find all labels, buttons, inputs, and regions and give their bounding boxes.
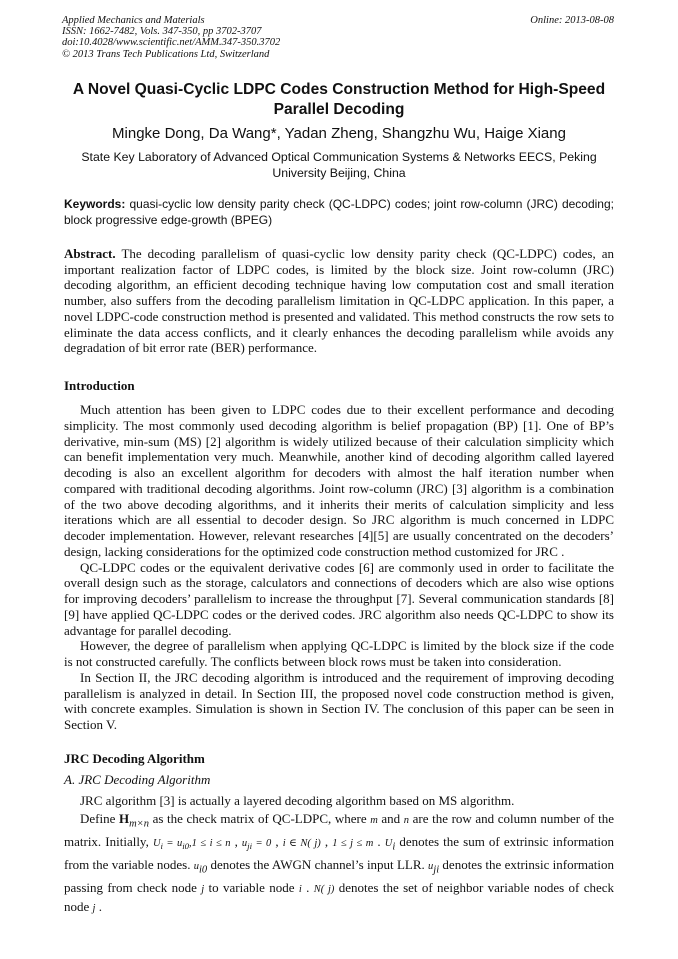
equation: $U_i = u_{i0},1 \le i \le n$ bbox=[152, 837, 231, 851]
equation: 1 ≤ j ≤ m bbox=[332, 837, 374, 849]
journal-header bbox=[62, 15, 280, 60]
affiliation: State Key Laboratory of Advanced Optical Communication Systems & Networks EECS, Peking University Beijing, China bbox=[81, 150, 597, 180]
section-heading-introduction: Introduction bbox=[64, 378, 135, 393]
equation: i ∈ N( j) bbox=[282, 837, 321, 849]
matrix-symbol: H bbox=[118, 810, 130, 826]
paragraph: Much attention has been given to LDPC codes due to their excellent performance and decoding simplicity. The most commonly used decoding algorithm is belief propagation (BP) [1]. One of BP’s derivative, min-sum (MS) [2] algorithm is widely utilized because of their calculation simplicity which can benefit implementation very much. Meanwhile, another kind of decoding algorithm called layered decoding is also an excellent algorithm for decoders with almost the half iteration number when compared with traditional decoding algorithms. Joint row-column (JRC) [3] algorithm is a combination of the two above decoding algorithms, and it inherits their merits of calculation simplicity and less iterations which are all essential to decoder design. So JRC algorithm is much concerned in LDPC decoder implementation. However, relevant researches [4][5] are usually concentrated on the decoders’ design, lacking considerations for the optimized code construction method customized for JRC . bbox=[64, 402, 614, 559]
abstract-text: The decoding parallelism of quasi-cyclic low density parity check (QC-LDPC) codes, an important realization factor of LDPC codes, is limited by the block size. Joint row-column (JRC) decoding algorithm, an efficient decoding technique having low computation cost and small iteration number, also suffers from the decoding parallelism limitation in QC-LDPC application. In this paper, a novel LDPC-code construction method is presented and validated. This method constructs the row sets to eliminate the data access conflicts, and it clearly enhances the decoding parallelism while avoids any degradation of bit error rate (BER) performance. bbox=[64, 246, 615, 356]
keywords-text: quasi-cyclic low density parity check (QC-LDPC) codes; joint row-column (JRC) decoding; block progressive edge-growth (BPEG) bbox=[64, 197, 614, 227]
abstract bbox=[64, 246, 614, 356]
subsection-heading: A. JRC Decoding Algorithm bbox=[64, 772, 211, 787]
journal-name: Applied Mechanics and Materials bbox=[62, 15, 205, 26]
abstract-label: Abstract. bbox=[64, 246, 116, 261]
paper-title: A Novel Quasi-Cyclic LDPC Codes Construction Method for High-Speed Parallel Decoding bbox=[72, 81, 606, 118]
jrc-body bbox=[64, 792, 614, 918]
author-list: Mingke Dong, Da Wang*, Yadan Zheng, Shangzhu Wu, Haige Xiang bbox=[112, 125, 566, 142]
keywords bbox=[64, 197, 614, 228]
equation: $u_{ji} = 0$ bbox=[241, 837, 272, 851]
paragraph: Define $H_{m\times n}$ as the check matrix of QC-LDPC, where m and n are the row and column number of the matrix. Initially, $U_i = u_{i0},1 \le i \le n$ , $u_{ji} = 0$ , i ∈ N( j) , 1 ≤ j ≤ m . $U_i$ denotes the sum of extrinsic information from the variable nodes. $u_{i0}$ denotes the AWGN channel’s input LLR. $u_{ji}$ denotes the extrinsic information passing from check node j to variable node i . N( j) denotes the set of neighbor variable nodes of check node j . bbox=[64, 810, 615, 915]
journal-copyright: © 2013 Trans Tech Publications Ltd, Switzerland bbox=[62, 48, 270, 60]
paragraph: JRC algorithm [3] is actually a layered decoding algorithm based on MS algorithm. bbox=[80, 793, 515, 808]
keywords-label: Keywords: bbox=[64, 197, 126, 211]
journal-doi: doi:10.4028/www.scientific.net/AMM.347-350.3702 bbox=[62, 37, 281, 49]
paragraph: However, the degree of parallelism when applying QC-LDPC is limited by the block size if the code is not constructed carefully. The conflicts between block rows must be taken into consideration. bbox=[64, 638, 614, 669]
introduction-body bbox=[64, 402, 614, 733]
online-date: Online: 2013-08-08 bbox=[530, 15, 614, 26]
section-heading-jrc: JRC Decoding Algorithm bbox=[64, 751, 205, 766]
paragraph: In Section II, the JRC decoding algorithm is introduced and the requirement of improving decoding parallelism is analyzed in detail. In Section III, the proposed novel code construction method is given, with concrete examples. Simulation is shown in Section IV. The conclusion of this paper can be seen in Section V. bbox=[64, 669, 614, 732]
journal-issn: ISSN: 1662-7482, Vols. 347-350, pp 3702-3707 bbox=[62, 26, 262, 38]
paragraph: QC-LDPC codes or the equivalent derivative codes [6] are commonly used in order to facilitate the overall design such as the storage, calculators and connections of decoders which are also wise options for improving decoders’ parallelism to increase the throughput [7]. Several communication standards [8][9] have applied QC-LDPC codes or the derived codes. JRC algorithm also needs QC-LDPC to show its advantage for parallel decoding. bbox=[64, 559, 614, 638]
